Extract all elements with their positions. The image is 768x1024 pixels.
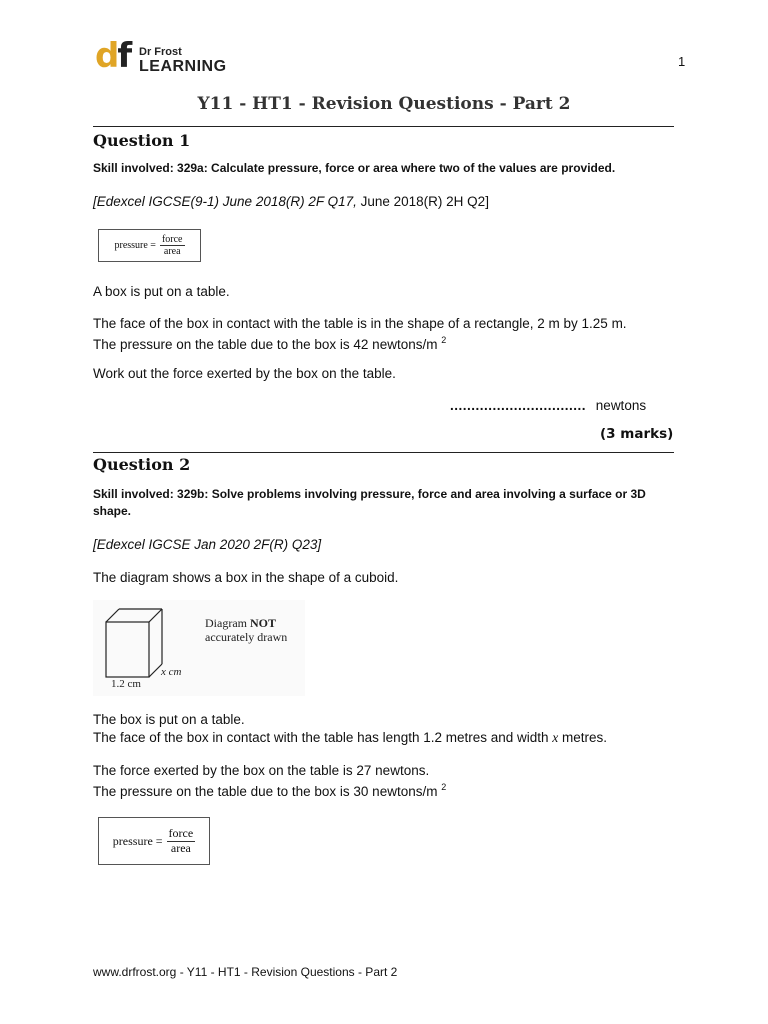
logo-line-1: Dr Frost	[139, 46, 182, 58]
q2-formula-box	[98, 817, 210, 865]
answer-dots: ................................	[450, 398, 587, 413]
q2-text-3b: metres.	[558, 730, 608, 745]
q1-text-2: The face of the box in contact with the table is in the shape of a rectangle, 2 m by 1.25 m.	[93, 316, 627, 331]
q2-variable-x: x	[552, 730, 559, 745]
formula-numerator: force	[161, 233, 183, 245]
q1-text-3	[93, 332, 683, 353]
width-label: 1.2 cm	[111, 678, 141, 690]
q2-text-3a: The face of the box in contact with the table has length 1.2 metres and width	[93, 730, 553, 745]
q1-marks: (3 marks)	[600, 426, 674, 442]
q1-text-3-main: The pressure on the table due to the box is 42 newtons/m	[93, 337, 438, 352]
cuboid-diagram	[93, 600, 305, 696]
page-number: 1	[678, 54, 686, 69]
formula-lhs: pressure =	[112, 833, 163, 848]
depth-label: x cm	[161, 666, 182, 678]
q2-text-2: The box is put on a table.	[93, 712, 245, 727]
question-2-heading: Question 2	[93, 455, 191, 474]
dr-frost-logo	[95, 36, 227, 77]
page-footer: www.drfrost.org - Y11 - HT1 - Revision Questions - Part 2	[93, 965, 398, 979]
question-divider	[93, 452, 674, 453]
q2-source-text: [Edexcel IGCSE Jan 2020 2F(R) Q23]	[93, 537, 322, 552]
formula-denominator: area	[163, 246, 181, 257]
q2-text-4: The force exerted by the box on the table is 27 newtons.	[93, 763, 430, 778]
formula-fraction	[167, 827, 196, 856]
answer-unit: newtons	[595, 398, 647, 413]
q1-text-4: Work out the force exerted by the box on the table.	[93, 366, 396, 381]
source-italic: [Edexcel IGCSE(9-1) June 2018(R) 2F Q17,	[93, 194, 357, 209]
note-bold: NOT	[249, 616, 276, 630]
formula-denominator: area	[170, 840, 191, 855]
source-plain: June 2018(R) 2H Q2]	[356, 194, 489, 209]
q2-text-5	[93, 779, 683, 800]
note-prefix: Diagram	[205, 616, 250, 630]
diagram-note	[205, 616, 276, 631]
q2-text-5-main: The pressure on the table due to the box is 30 newtons/m	[93, 784, 438, 799]
question-1-heading: Question 1	[93, 131, 191, 150]
document-title: Y11 - HT1 - Revision Questions - Part 2	[197, 94, 571, 114]
formula-numerator: force	[168, 825, 194, 840]
logo-line-2: LEARNING	[139, 58, 227, 75]
formula-fraction	[160, 234, 185, 258]
title-divider	[93, 126, 674, 127]
q2-text-1: The diagram shows a box in the shape of a cuboid.	[93, 570, 399, 585]
diagram-note-line-2: accurately drawn	[205, 630, 288, 644]
question-2-skill: Skill involved: 329b: Solve problems involving pressure, force and area involving a surface or 3D shape.	[93, 487, 646, 518]
superscript: 2	[441, 335, 447, 345]
superscript: 2	[441, 782, 447, 792]
formula-lhs: pressure =	[114, 240, 156, 251]
q1-answer-line	[450, 398, 646, 413]
q1-formula-box	[98, 229, 201, 262]
q1-text-1: A box is put on a table.	[93, 284, 230, 299]
question-2-source	[93, 537, 321, 552]
question-1-source	[93, 194, 489, 209]
df-logo-mark: df	[95, 36, 131, 76]
question-1-skill: Skill involved: 329a: Calculate pressure, force or area where two of the values are provided.	[93, 161, 616, 175]
q2-text-3	[93, 729, 683, 746]
